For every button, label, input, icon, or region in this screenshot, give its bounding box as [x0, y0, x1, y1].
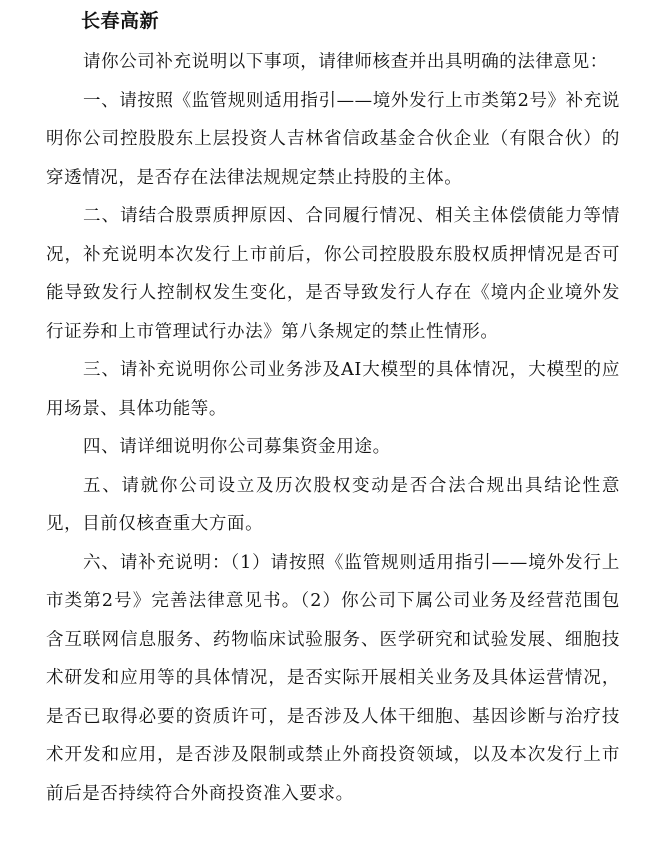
item-2-paragraph: 二、请结合股票质押原因、合同履行情况、相关主体偿债能力等情况，补充说明本次发行上市前后，你公司控股股东股权质押情况是否可能导致发行人控制权发生变化，是否导致发行人存在《境内企业境外发行证券和上市管理试行办法》第八条规定的禁止性情形。 [46, 206, 620, 342]
item-4-paragraph: 四、请详细说明你公司募集资金用途。 [83, 437, 391, 457]
item-6-paragraph: 六、请补充说明：（1）请按照《监管规则适用指引——境外发行上市类第2号》完善法律意见书。（2）你公司下属公司业务及经营范围包含互联网信息服务、药物临床试验服务、医学研究和试验发展、细胞技术研发和应用等的具体情况，是否实际开展相关业务及具体运营情况，是否已取得必要的资质许可，是否涉及人体干细胞、基因诊断与治疗技术开发和应用，是否涉及限制或禁止外商投资领域，以及本次发行上市前后是否持续符合外商投资准入要求。 [46, 552, 620, 804]
item-1-paragraph: 一、请按照《监管规则适用指引——境外发行上市类第2号》补充说明你公司控股股东上层投资人吉林省信政基金合伙企业（有限合伙）的穿透情况，是否存在法律法规规定禁止持股的主体。 [46, 90, 620, 188]
company-title: 长春高新 [81, 10, 160, 32]
intro-paragraph: 请你公司补充说明以下事项，请律师核查并出具明确的法律意见： [83, 52, 608, 72]
item-5-paragraph: 五、请就你公司设立及历次股权变动是否合法合规出具结论性意见，目前仅核查重大方面。 [46, 475, 620, 534]
document-page [46, 0, 620, 813]
item-3-paragraph: 三、请补充说明你公司业务涉及AI大模型的具体情况，大模型的应用场景、具体功能等。 [46, 360, 620, 419]
